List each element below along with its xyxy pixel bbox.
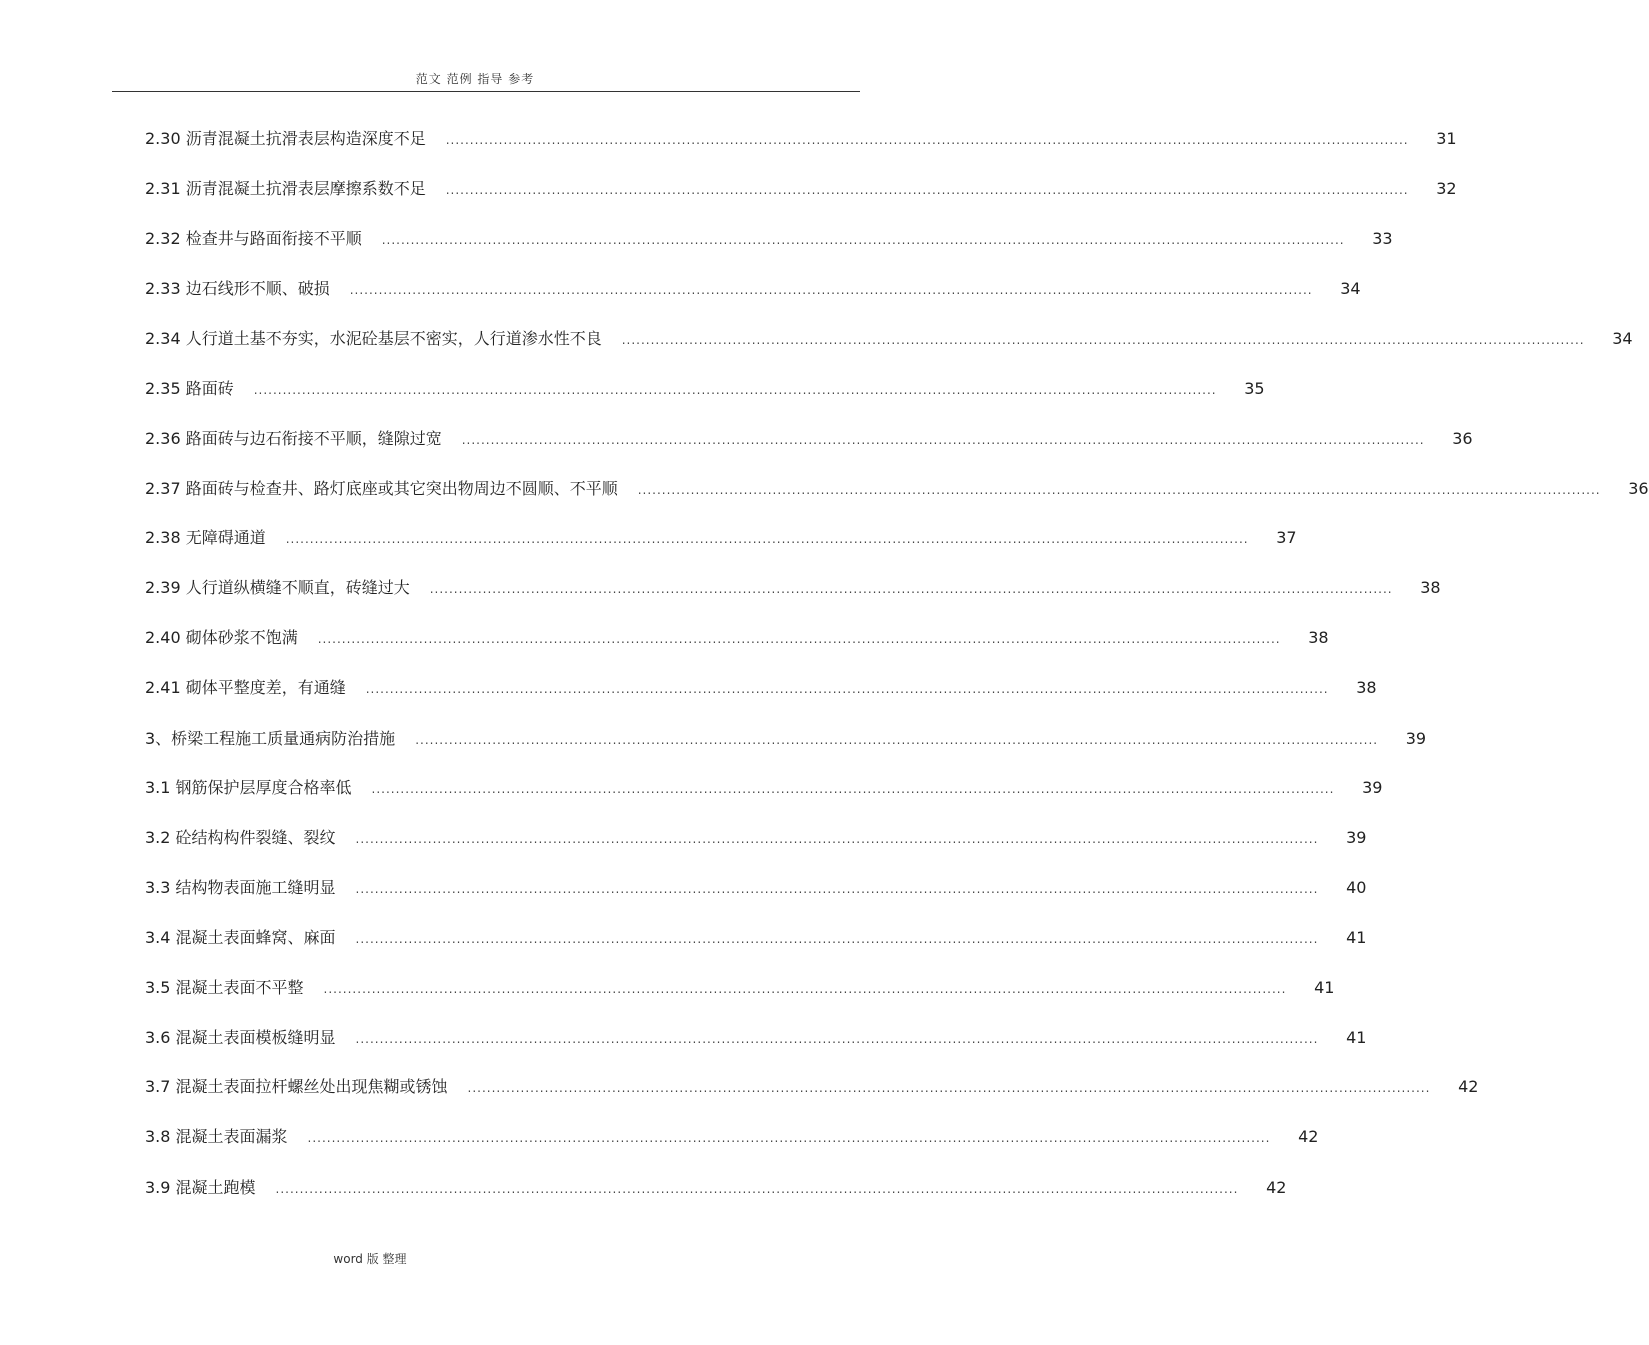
table-of-contents [145, 0, 1649, 1345]
toc-entry[interactable] [145, 877, 1367, 899]
toc-entry[interactable] [145, 278, 1361, 300]
toc-entry-title: 2.31 沥青混凝土抗滑表层摩擦系数不足 [145, 179, 426, 198]
toc-dot-leader: ........................................................................................................................................................................................................ [285, 532, 1249, 546]
toc-dot-leader: ........................................................................................................................................................................................................ [349, 283, 1313, 297]
toc-entry-title: 3.5 混凝土表面不平整 [145, 978, 304, 997]
toc-entry-page: 34 [1340, 279, 1361, 298]
toc-entry-title: 2.36 路面砖与边石衔接不平顺，缝隙过宽 [145, 429, 442, 448]
toc-entry[interactable] [145, 178, 1457, 200]
toc-dot-leader: ........................................................................................................................................................................................................ [307, 1131, 1271, 1145]
toc-entry-title: 2.38 无障碍通道 [145, 528, 266, 547]
toc-entry-page: 39 [1362, 778, 1383, 797]
toc-dot-leader: ........................................................................................................................................................................................................ [355, 932, 1319, 946]
toc-entry[interactable] [145, 478, 1649, 500]
toc-entry-page: 39 [1405, 729, 1427, 748]
page-header: 范文 范例 指导 参考 [415, 72, 535, 86]
toc-entry-page: 32 [1436, 179, 1457, 198]
toc-dot-leader: ........................................................................................................................................................................................................ [317, 632, 1281, 646]
toc-entry[interactable] [145, 428, 1473, 450]
toc-entry-page: 31 [1436, 129, 1457, 148]
toc-entry-page: 36 [1628, 479, 1649, 498]
toc-dot-leader: ........................................................................................................................................................................................................ [445, 133, 1409, 147]
toc-dot-leader: ........................................................................................................................................................................................................ [445, 183, 1409, 197]
toc-entry-page: 38 [1308, 628, 1329, 647]
toc-dot-leader: ........................................................................................................................................................................................................ [253, 383, 1217, 397]
toc-entry-title: 2.39 人行道纵横缝不顺直，砖缝过大 [145, 578, 410, 597]
toc-entry-title: 2.37 路面砖与检查井、路灯底座或其它突出物周边不圆顺、不平顺 [145, 479, 618, 498]
toc-entry-title: 3.4 混凝土表面蜂窝、麻面 [145, 928, 336, 947]
toc-entry[interactable] [145, 827, 1367, 849]
toc-entry[interactable] [145, 128, 1457, 150]
toc-entry-page: 42 [1458, 1077, 1479, 1096]
toc-entry-title: 2.30 沥青混凝土抗滑表层构造深度不足 [145, 129, 426, 148]
toc-entry[interactable] [145, 1076, 1479, 1098]
toc-entry[interactable] [145, 577, 1441, 599]
toc-entry-page: 33 [1372, 229, 1393, 248]
toc-entry[interactable] [145, 677, 1377, 699]
toc-dot-leader: ........................................................................................................................................................................................................ [467, 1081, 1431, 1095]
toc-entry[interactable] [145, 1126, 1319, 1148]
toc-entry-title: 2.33 边石线形不顺、破损 [145, 279, 330, 298]
toc-entry-title: 3.7 混凝土表面拉杆螺丝处出现焦糊或锈蚀 [145, 1077, 448, 1096]
page-footer: word 版 整理 [333, 1252, 407, 1266]
toc-entry[interactable] [145, 527, 1297, 549]
toc-dot-leader: ........................................................................................................................................................................................................ [355, 832, 1319, 846]
toc-entry[interactable] [145, 927, 1367, 949]
toc-entry-title: 3.2 砼结构构件裂缝、裂纹 [145, 828, 336, 847]
toc-dot-leader: ........................................................................................................................................................................................................ [355, 1032, 1319, 1046]
toc-dot-leader: ........................................................................................................................................................................................................ [365, 682, 1329, 696]
toc-entry[interactable] [145, 1027, 1367, 1049]
toc-entry-page: 41 [1314, 978, 1335, 997]
toc-entry-title: 2.34 人行道土基不夯实，水泥砼基层不密实，人行道渗水性不良 [145, 329, 602, 348]
toc-dot-leader: ........................................................................................................................................................................................................ [621, 333, 1585, 347]
toc-entry-page: 37 [1276, 528, 1297, 547]
toc-entry[interactable] [145, 627, 1329, 649]
toc-entry-page: 34 [1612, 329, 1633, 348]
toc-entry-title: 2.40 砌体砂浆不饱满 [145, 628, 298, 647]
toc-entry-page: 39 [1346, 828, 1367, 847]
toc-entry-title: 3.3 结构物表面施工缝明显 [145, 878, 336, 897]
toc-entry-page: 41 [1346, 1028, 1367, 1047]
toc-dot-leader: ........................................................................................................................................................................................................ [637, 483, 1601, 497]
toc-dot-leader: ........................................................................................................................................................................................................ [323, 982, 1287, 996]
toc-dot-leader: ........................................................................................................................................................................................................ [275, 1182, 1239, 1196]
toc-entry-title: 3、桥梁工程施工质量通病防治措施 [145, 729, 396, 748]
toc-entry[interactable] [145, 228, 1393, 250]
toc-dot-leader: ........................................................................................................................................................................................................ [415, 733, 1379, 747]
toc-entry-title: 2.41 砌体平整度差，有通缝 [145, 678, 346, 697]
toc-entry-title: 3.1 钢筋保护层厚度合格率低 [145, 778, 352, 797]
toc-entry-title: 2.32 检查井与路面衔接不平顺 [145, 229, 362, 248]
toc-entry-page: 41 [1346, 928, 1367, 947]
toc-entry-title: 3.6 混凝土表面模板缝明显 [145, 1028, 336, 1047]
toc-entry-page: 42 [1298, 1127, 1319, 1146]
toc-entry[interactable] [145, 777, 1383, 799]
toc-entry-page: 38 [1420, 578, 1441, 597]
toc-dot-leader: ........................................................................................................................................................................................................ [371, 782, 1335, 796]
toc-entry[interactable] [145, 1177, 1287, 1199]
toc-entry-page: 40 [1346, 878, 1367, 897]
toc-dot-leader: ........................................................................................................................................................................................................ [381, 233, 1345, 247]
toc-entry-page: 38 [1356, 678, 1377, 697]
toc-entry[interactable] [145, 977, 1335, 999]
toc-entry[interactable] [145, 328, 1633, 350]
toc-dot-leader: ........................................................................................................................................................................................................ [429, 582, 1393, 596]
toc-entry-page: 42 [1266, 1178, 1287, 1197]
toc-entry-title: 2.35 路面砖 [145, 379, 234, 398]
toc-entry-page: 35 [1244, 379, 1265, 398]
toc-entry-title: 3.8 混凝土表面漏浆 [145, 1127, 288, 1146]
toc-entry-page: 36 [1452, 429, 1473, 448]
toc-dot-leader: ........................................................................................................................................................................................................ [461, 433, 1425, 447]
toc-dot-leader: ........................................................................................................................................................................................................ [355, 882, 1319, 896]
toc-entry-title: 3.9 混凝土跑模 [145, 1178, 256, 1197]
toc-entry[interactable] [145, 728, 1427, 750]
toc-entry[interactable] [145, 378, 1265, 400]
